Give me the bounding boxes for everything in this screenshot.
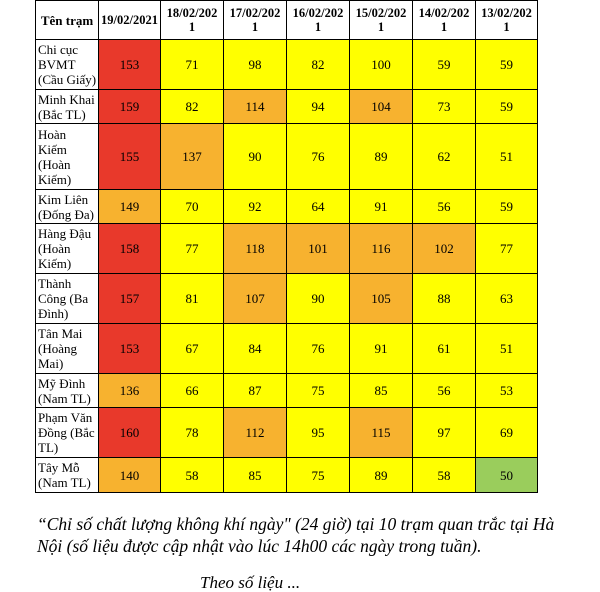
- header-row: [36, 1, 538, 40]
- aqi-value-cell: 92: [224, 190, 287, 224]
- aqi-value-cell: 77: [476, 224, 538, 274]
- aqi-value-cell: 59: [413, 40, 476, 90]
- aqi-value-cell: 95: [287, 408, 350, 458]
- aqi-value-cell: 153: [99, 40, 161, 90]
- station-name-cell: Phạm Văn Đồng (Bắc TL): [36, 408, 99, 458]
- aqi-value-cell: 140: [99, 458, 161, 493]
- aqi-value-cell: 66: [161, 374, 224, 408]
- table-row: [36, 408, 538, 458]
- aqi-value-cell: 58: [413, 458, 476, 493]
- aqi-value-cell: 53: [476, 374, 538, 408]
- aqi-value-cell: 61: [413, 324, 476, 374]
- aqi-value-cell: 82: [161, 90, 224, 124]
- table-row: [36, 40, 538, 90]
- aqi-value-cell: 105: [350, 274, 413, 324]
- aqi-value-cell: 90: [224, 124, 287, 190]
- aqi-value-cell: 160: [99, 408, 161, 458]
- aqi-value-cell: 90: [287, 274, 350, 324]
- table-row: [36, 458, 538, 493]
- aqi-value-cell: 155: [99, 124, 161, 190]
- aqi-value-cell: 51: [476, 124, 538, 190]
- table-row: [36, 90, 538, 124]
- aqi-value-cell: 88: [413, 274, 476, 324]
- date-column-header: 18/02/202 1: [161, 1, 224, 40]
- table-row: [36, 274, 538, 324]
- station-column-header: Tên trạm: [36, 1, 99, 40]
- table-row: [36, 190, 538, 224]
- aqi-value-cell: 91: [350, 190, 413, 224]
- aqi-value-cell: 118: [224, 224, 287, 274]
- aqi-value-cell: 114: [224, 90, 287, 124]
- aqi-value-cell: 77: [161, 224, 224, 274]
- table-row: [36, 124, 538, 190]
- aqi-value-cell: 75: [287, 458, 350, 493]
- date-column-header: 13/02/202 1: [476, 1, 538, 40]
- aqi-value-cell: 115: [350, 408, 413, 458]
- aqi-value-cell: 97: [413, 408, 476, 458]
- station-name-cell: Chi cục BVMT (Cầu Giấy): [36, 40, 99, 90]
- table-row: [36, 324, 538, 374]
- cutoff-text-fragment: Theo số liệu ...: [200, 573, 301, 592]
- aqi-value-cell: 75: [287, 374, 350, 408]
- table-row: [36, 374, 538, 408]
- date-column-header: 19/02/2021: [99, 1, 161, 40]
- aqi-value-cell: 56: [413, 374, 476, 408]
- aqi-value-cell: 94: [287, 90, 350, 124]
- aqi-value-cell: 82: [287, 40, 350, 90]
- station-name-cell: Minh Khai (Bắc TL): [36, 90, 99, 124]
- station-name-cell: Thành Công (Ba Đình): [36, 274, 99, 324]
- aqi-value-cell: 157: [99, 274, 161, 324]
- aqi-value-cell: 158: [99, 224, 161, 274]
- aqi-value-cell: 67: [161, 324, 224, 374]
- date-column-header: 16/02/202 1: [287, 1, 350, 40]
- aqi-value-cell: 102: [413, 224, 476, 274]
- aqi-value-cell: 73: [413, 90, 476, 124]
- aqi-value-cell: 69: [476, 408, 538, 458]
- aqi-value-cell: 81: [161, 274, 224, 324]
- aqi-value-cell: 76: [287, 324, 350, 374]
- table-row: [36, 224, 538, 274]
- aqi-value-cell: 104: [350, 90, 413, 124]
- aqi-value-cell: 84: [224, 324, 287, 374]
- station-name-cell: Tân Mai (Hoàng Mai): [36, 324, 99, 374]
- caption: “Chỉ số chất lượng không khí ngày" (24 giờ) tại 10 trạm quan trắc tại Hà Nội (số liệu được cập nhật vào lúc 14h00 các ngày trong tuần).: [37, 514, 555, 556]
- aqi-value-cell: 85: [224, 458, 287, 493]
- aqi-value-cell: 89: [350, 458, 413, 493]
- station-name-cell: Hàng Đậu (Hoàn Kiếm): [36, 224, 99, 274]
- station-name-cell: Tây Mỗ (Nam TL): [36, 458, 99, 493]
- aqi-value-cell: 51: [476, 324, 538, 374]
- aqi-value-cell: 112: [224, 408, 287, 458]
- aqi-value-cell: 136: [99, 374, 161, 408]
- aqi-value-cell: 64: [287, 190, 350, 224]
- date-column-header: 17/02/202 1: [224, 1, 287, 40]
- station-name-cell: Kim Liên (Đống Đa): [36, 190, 99, 224]
- aqi-value-cell: 91: [350, 324, 413, 374]
- aqi-value-cell: 116: [350, 224, 413, 274]
- aqi-table: [35, 0, 538, 493]
- aqi-value-cell: 85: [350, 374, 413, 408]
- aqi-value-cell: 70: [161, 190, 224, 224]
- aqi-value-cell: 87: [224, 374, 287, 408]
- aqi-value-cell: 98: [224, 40, 287, 90]
- aqi-value-cell: 58: [161, 458, 224, 493]
- aqi-value-cell: 101: [287, 224, 350, 274]
- aqi-value-cell: 107: [224, 274, 287, 324]
- aqi-value-cell: 63: [476, 274, 538, 324]
- aqi-value-cell: 50: [476, 458, 538, 493]
- aqi-value-cell: 59: [476, 40, 538, 90]
- aqi-value-cell: 78: [161, 408, 224, 458]
- aqi-value-cell: 100: [350, 40, 413, 90]
- aqi-value-cell: 137: [161, 124, 224, 190]
- aqi-value-cell: 149: [99, 190, 161, 224]
- station-name-cell: Hoàn Kiếm (Hoàn Kiếm): [36, 124, 99, 190]
- date-column-header: 15/02/202 1: [350, 1, 413, 40]
- aqi-value-cell: 59: [476, 90, 538, 124]
- aqi-value-cell: 76: [287, 124, 350, 190]
- aqi-value-cell: 153: [99, 324, 161, 374]
- aqi-value-cell: 62: [413, 124, 476, 190]
- date-column-header: 14/02/202 1: [413, 1, 476, 40]
- aqi-value-cell: 89: [350, 124, 413, 190]
- aqi-value-cell: 159: [99, 90, 161, 124]
- aqi-value-cell: 56: [413, 190, 476, 224]
- aqi-value-cell: 71: [161, 40, 224, 90]
- station-name-cell: Mỹ Đình (Nam TL): [36, 374, 99, 408]
- aqi-value-cell: 59: [476, 190, 538, 224]
